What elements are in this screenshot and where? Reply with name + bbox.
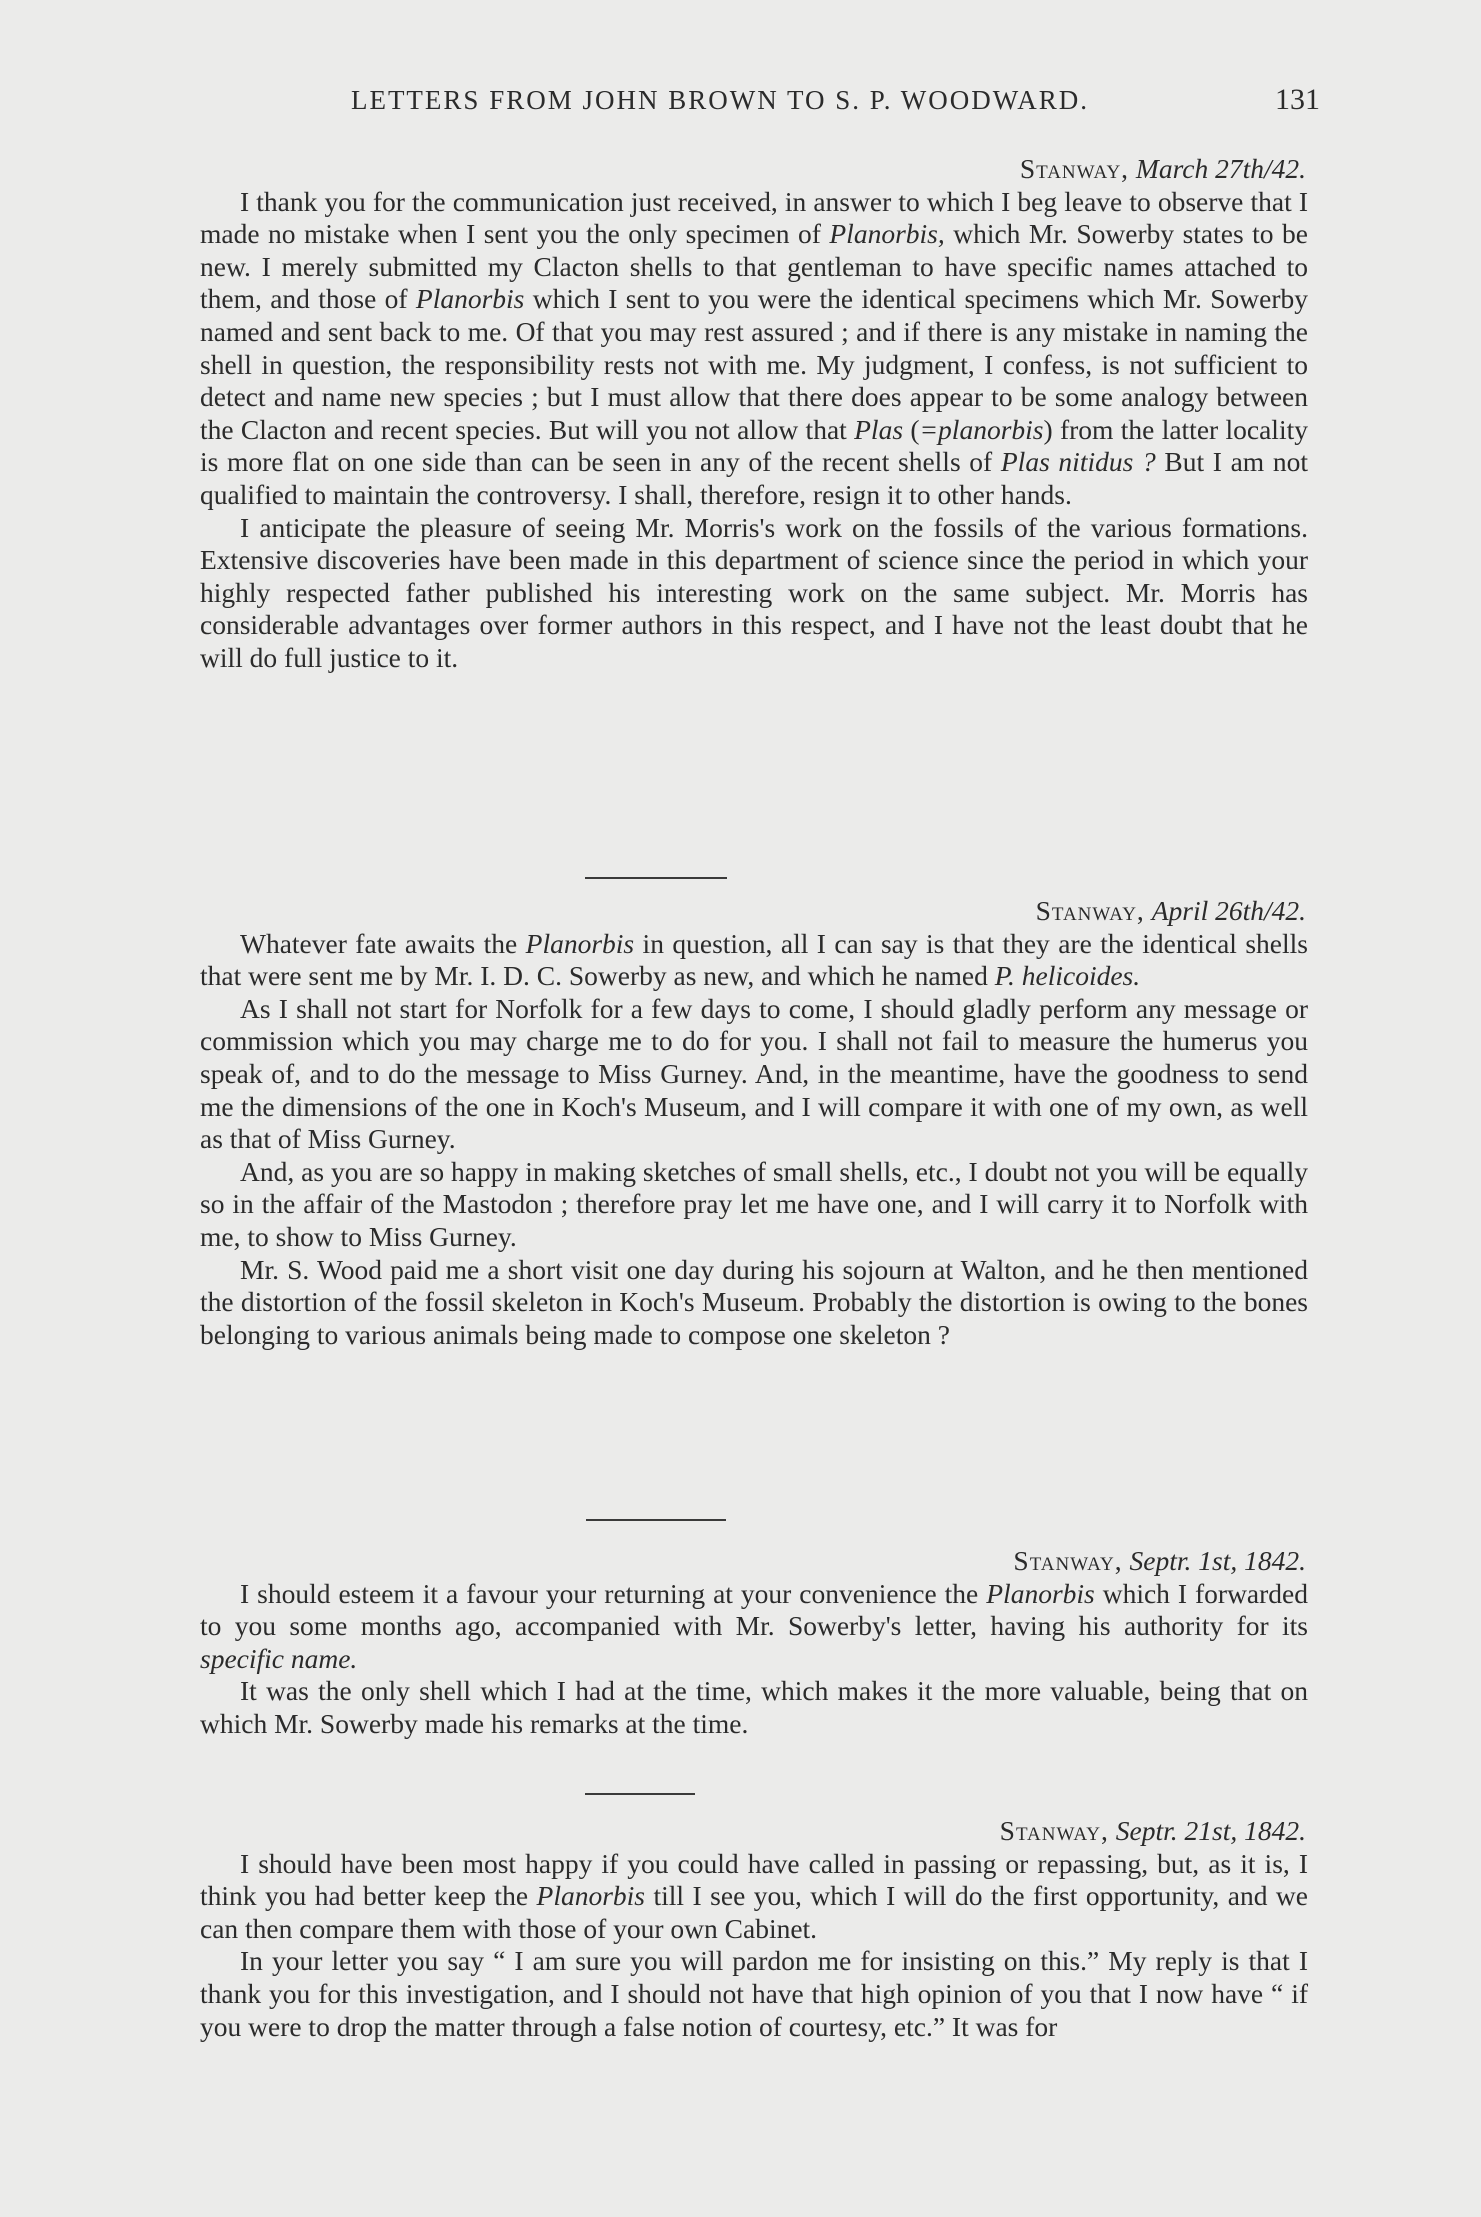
letter-1 (200, 153, 1308, 675)
paragraph: Whatever fate awaits the Planorbis in question, all I can say is that they are the identical shells that were sent me by Mr. I. D. C. Sowerby as new, and which he named P. helicoides. (200, 927, 1308, 992)
paragraph: And, as you are so happy in making sketches of small shells, etc., I doubt not you will be equally so in the affair of the Mastodon ; therefore pray let me have one, and I will carry it to Norfolk with me, to show to Miss Gurney. (200, 1155, 1308, 1252)
letter-4-date: Septr. 21st, 1842. (1115, 1815, 1306, 1846)
letter-2-date: April 26th/42. (1151, 895, 1306, 926)
paragraph: I should esteem it a favour your returning at your convenience the Planorbis which I forwarded to you some months ago, accompanied with Mr. Sowerby's letter, having his authority for its specific name. (200, 1577, 1309, 1674)
paragraph: It was the only shell which I had at the time, which makes it the more valuable, being that on which Mr. Sowerby made his remarks at the time. (200, 1675, 1308, 1739)
italic-term: Planorbis (536, 1880, 645, 1912)
section-divider (585, 1793, 695, 1795)
italic-term: Planorbis (415, 283, 525, 315)
page-number: 131 (1275, 83, 1320, 116)
letter-2-dateline (200, 895, 1308, 928)
letter-2-place: Stanway, (1035, 895, 1145, 926)
letter-1-place: Stanway, (1019, 153, 1130, 184)
italic-term: Plas nitidus ? (1000, 446, 1156, 478)
letter-3-place: Stanway, (1013, 1545, 1123, 1576)
section-divider (585, 877, 727, 879)
paragraph: I thank you for the communication just received, in answer to which I beg leave to observe that I made no mistake when I sent you the only specimen of Planorbis, which Mr. Sowerby states to be new. I merely submitted my Clacton shells to that gentleman to have specific names attached to them, and those of Planorbis which I sent to you were the identical specimens which Mr. Sowerby named and sent back to me. Of that you may rest assured ; and if there is any mistake in naming the shell in question, the responsibility rests not with me. My judgment, I confess, is not sufficient to detect and name new species ; but I must allow that there does appear to be some analogy between the Clacton and recent species. But will you not allow that Plas (=planorbis) from the latter locality is more flat on one side than can be seen in any of the recent shells of Plas nitidus ? But I am not qualified to maintain the controversy. I shall, therefore, resign it to other hands. (200, 185, 1309, 510)
italic-term: Planorbis (986, 1577, 1095, 1609)
paragraph: I should have been most happy if you could have called in passing or repassing, but, as it is, I think you had better keep the Planorbis till I see you, which I will do the first opportunity, and we can then compare them with those of your own Cabinet. (200, 1847, 1308, 1944)
paragraph: As I shall not start for Norfolk for a few days to come, I should gladly perform any message or commission which you may charge me to do for you. I shall not fail to measure the humerus you speak of, and to do the message to Miss Gurney. And, in the meantime, have the goodness to send me the dimensions of the one in Koch's Museum, and I will compare it with one of my own, as well as that of Miss Gurney. (200, 992, 1308, 1155)
paragraph: In your letter you say “ I am sure you will pardon me for insisting on this.” My reply is that I thank you for this investigation, and I should not have that high opinion of you that I now have “ if you were to drop the matter through a false notion of courtesy, etc.” It was for (200, 1945, 1308, 2042)
italic-term: Planorbis (525, 927, 635, 959)
running-header (200, 78, 1320, 122)
letter-4-dateline (200, 1815, 1308, 1848)
italic-term: Planorbis, (829, 218, 945, 250)
italic-term: Plas (854, 413, 904, 445)
letter-3-date: Septr. 1st, 1842. (1129, 1545, 1306, 1576)
letter-3-dateline (200, 1545, 1308, 1578)
letter-3 (200, 1545, 1308, 1741)
letter-1-date: March 27th/42. (1135, 153, 1306, 184)
letter-4 (200, 1815, 1308, 2043)
letter-1-dateline (200, 153, 1308, 186)
paragraph: I anticipate the pleasure of seeing Mr. Morris's work on the fossils of the various formations. Extensive discoveries have been made in this department of science since the period in which your highly respected father published his interesting work on the same subject. Mr. Morris has considerable advantages over former authors in this respect, and I have not the least doubt that he will do full justice to it. (200, 511, 1308, 673)
letter-4-place: Stanway, (999, 1815, 1109, 1846)
italic-term: specific name. (200, 1642, 358, 1674)
letter-2 (200, 895, 1308, 1351)
paragraph: Mr. S. Wood paid me a short visit one day during his sojourn at Walton, and he then mentioned the distortion of the fossil skeleton in Koch's Museum. Probably the distortion is owing to the bones belonging to various animals being made to compose one skeleton ? (200, 1253, 1308, 1350)
italic-term: P. helicoides. (994, 960, 1141, 992)
italic-term: =planorbis (919, 413, 1044, 445)
section-divider (586, 1519, 726, 1521)
running-title: LETTERS FROM JOHN BROWN TO S. P. WOODWARD. (350, 85, 1090, 115)
